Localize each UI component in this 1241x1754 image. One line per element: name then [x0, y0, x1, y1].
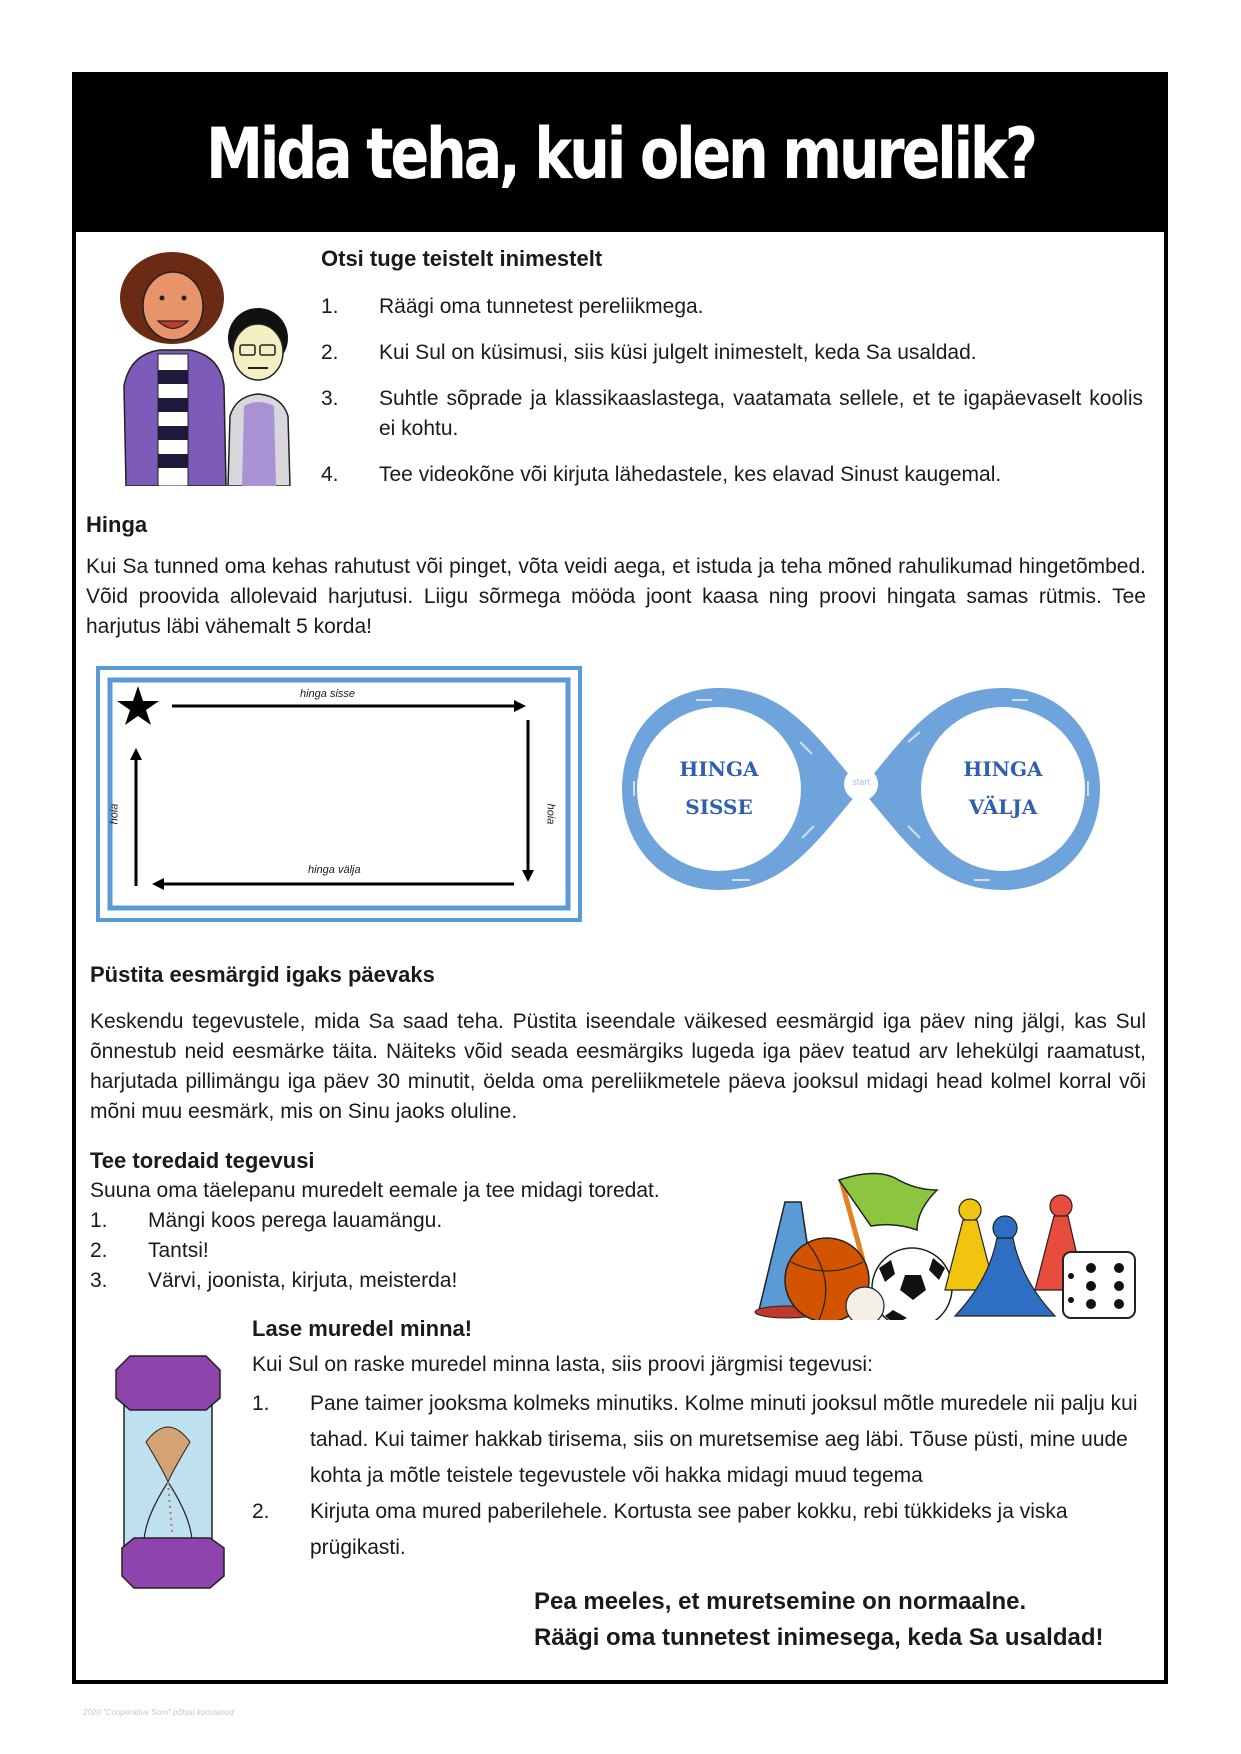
- list-text: Räägi oma tunnetest pereliikmega.: [379, 295, 704, 318]
- letgo-heading: Lase muredel minna!: [252, 1316, 473, 1341]
- list-text: Pane taimer jooksma kolmeks minutiks. Kolme minuti jooksul mõtle muredele nii palju kui tahad. Kui taimer hakkab tirisema, siis on muretsemise aeg läbi. Tõuse püsti, mine uude kohta ja mõtle teistele tegevustele või hakka midagi muud tegema: [310, 1392, 1138, 1487]
- hourglass-illustration: [102, 1352, 232, 1592]
- list-item: [321, 338, 1143, 368]
- list-item: [252, 1494, 1158, 1566]
- inhale-label: [646, 750, 792, 826]
- list-number: 4.: [321, 463, 339, 486]
- list-text: Tantsi!: [148, 1239, 209, 1262]
- box-label-right: hoia: [544, 803, 557, 825]
- list-item: [90, 1236, 690, 1266]
- list-text: Suhtle sõprade ja klassikaaslastega, vaatamata sellele, et te igapäevaselt koolis ei kohtu.: [379, 387, 1143, 440]
- list-number: 2.: [90, 1239, 108, 1262]
- list-number: 1.: [90, 1209, 108, 1232]
- inhale-line1: HINGA: [679, 757, 759, 781]
- games-illustration: [745, 1150, 1140, 1320]
- start-label: start: [852, 777, 870, 787]
- letgo-intro: Kui Sul on raske muredel minna lasta, siis proovi järgmisi tegevusi:: [252, 1353, 873, 1376]
- list-item: [321, 460, 1143, 490]
- list-item: [252, 1386, 1158, 1494]
- list-number: 2.: [252, 1500, 270, 1523]
- closing-line-1: Pea meeles, et muretsemine on normaalne.: [534, 1588, 1027, 1615]
- list-text: Kui Sul on küsimusi, siis küsi julgelt inimestelt, keda Sa usaldad.: [379, 341, 977, 364]
- closing-message: [534, 1584, 1104, 1656]
- list-text: Värvi, joonista, kirjuta, meisterda!: [148, 1269, 458, 1292]
- box-label-top: hinga sisse: [300, 688, 356, 700]
- footer-credit: 2020 "Cooperative Sorri" põhjal koostanud: [83, 1708, 234, 1717]
- list-item: [321, 384, 1143, 444]
- exhale-label: [930, 750, 1076, 826]
- list-number: 1.: [252, 1392, 270, 1415]
- exhale-line2: VÄLJA: [968, 795, 1038, 819]
- list-item: [321, 292, 1143, 322]
- list-text: Kirjuta oma mured paberilehele. Kortusta see paber kokku, rebi tükkideks ja viska prügikasti.: [310, 1500, 1068, 1559]
- list-item: [90, 1266, 690, 1296]
- list-item: [90, 1206, 690, 1236]
- fun-list: [90, 1206, 690, 1296]
- list-number: 1.: [321, 295, 339, 318]
- fun-intro: Suuna oma täelepanu muredelt eemale ja tee midagi toredat.: [90, 1179, 660, 1202]
- box-label-left: hoia: [108, 803, 121, 825]
- letgo-list: [252, 1386, 1158, 1566]
- box-label-bottom: hinga välja: [308, 864, 361, 876]
- exhale-line1: HINGA: [963, 757, 1043, 781]
- fun-heading: Tee toredaid tegevusi: [90, 1148, 315, 1173]
- games-icon: [745, 1150, 1140, 1320]
- people-icon: [110, 246, 300, 486]
- star-icon: [117, 686, 159, 725]
- support-list: [321, 292, 1143, 490]
- list-text: Mängi koos perega lauamängu.: [148, 1209, 443, 1232]
- hourglass-icon: [102, 1352, 232, 1592]
- list-text: Tee videokõne või kirjuta lähedastele, kes elavad Sinust kaugemal.: [379, 463, 1002, 486]
- people-illustration: [110, 246, 300, 486]
- inhale-line2: SISSE: [685, 795, 753, 819]
- page-title: Mida teha, kui olen murelik?: [205, 113, 1035, 195]
- breathe-body: Kui Sa tunned oma kehas rahutust või pinget, võta veidi aega, et istuda ja teha mõned rahulikumad hingetõmbed. Võid proovida allolevaid harjutusi. Liigu sõrmega mööda joont kaasa ning proovi hingata samas rütmis. Tee harjutus läbi vähemalt 5 korda!: [86, 555, 1146, 638]
- breathe-heading: Hinga: [86, 512, 148, 537]
- list-number: 2.: [321, 341, 339, 364]
- goals-body: Keskendu tegevustele, mida Sa saad teha. Püstita iseendale väikesed eesmärgid iga päev ning jälgi, kas Sul õnnestub neid eesmärke täita. Näiteks võid seada eesmärgiks lugeda iga päev teatud arv lehekülgi raamatust, harjutada pillimängu iga päev 30 minutit, öelda oma pereliikmetele päeva jooksul midagi head kolmel korral või mõni muu eesmärk, mis on Sinu jaoks oluline.: [90, 1010, 1146, 1123]
- list-number: 3.: [90, 1269, 108, 1292]
- support-heading: Otsi tuge teistelt inimestelt: [321, 246, 603, 271]
- title-band: [76, 76, 1164, 232]
- infinity-breathing-diagram: [616, 676, 1106, 902]
- goals-heading: Püstita eesmärgid igaks päevaks: [90, 962, 435, 987]
- list-number: 3.: [321, 387, 339, 410]
- box-breathing-diagram: [96, 666, 582, 922]
- closing-line-2: Räägi oma tunnetest inimesega, keda Sa usaldad!: [534, 1624, 1104, 1651]
